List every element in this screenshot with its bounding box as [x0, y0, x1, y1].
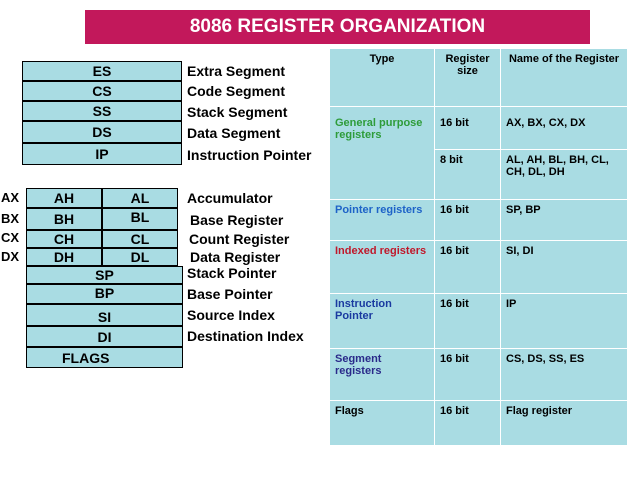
header-type: Type: [330, 49, 435, 107]
type-segment: Segment registers: [330, 349, 435, 401]
register-table: [329, 48, 628, 446]
table-row: [330, 401, 628, 446]
size-instruction: 16 bit: [435, 294, 501, 349]
header-size: Register size: [435, 49, 501, 107]
desc-data-segment: Data Segment: [187, 125, 281, 141]
register-bh: BH: [26, 208, 102, 230]
register-ss: SS: [22, 101, 182, 121]
size-segment: 16 bit: [435, 349, 501, 401]
register-bl: BL: [102, 208, 178, 230]
register-ah: AH: [26, 188, 102, 208]
names-pointer: SP, BP: [501, 200, 628, 241]
table-row: [330, 241, 628, 294]
names-general-8: AL, AH, BL, BH, CL, CH, DL, DH: [501, 150, 628, 200]
desc-source-index: Source Index: [187, 307, 275, 323]
size-general-16: 16 bit: [435, 107, 501, 150]
type-instruction: Instruction Pointer: [330, 294, 435, 349]
desc-destination-index: Destination Index: [187, 328, 304, 344]
size-general-8: 8 bit: [435, 150, 501, 200]
names-instruction: IP: [501, 294, 628, 349]
names-indexed: SI, DI: [501, 241, 628, 294]
register-flags: FLAGS: [26, 347, 183, 368]
side-dx: DX: [1, 249, 20, 264]
names-flags: Flag register: [501, 401, 628, 446]
register-ch: CH: [26, 230, 102, 248]
type-pointer: Pointer registers: [330, 200, 435, 241]
header-name: Name of the Register: [501, 49, 628, 107]
type-flags: Flags: [330, 401, 435, 446]
table-row: [330, 294, 628, 349]
size-indexed: 16 bit: [435, 241, 501, 294]
table-row: [330, 200, 628, 241]
register-es: ES: [22, 61, 182, 81]
register-bp: BP: [26, 284, 183, 304]
register-di: DI: [26, 326, 183, 347]
register-sp: SP: [26, 266, 183, 284]
desc-code-segment: Code Segment: [187, 83, 286, 99]
desc-base-pointer: Base Pointer: [187, 286, 273, 302]
table-row: [330, 349, 628, 401]
register-si: SI: [26, 304, 183, 326]
register-ds: DS: [22, 121, 182, 143]
names-segment: CS, DS, SS, ES: [501, 349, 628, 401]
size-flags: 16 bit: [435, 401, 501, 446]
desc-count-register: Count Register: [189, 231, 290, 247]
desc-extra-segment: Extra Segment: [187, 63, 286, 79]
desc-base-register: Base Register: [190, 212, 284, 228]
page-title: 8086 REGISTER ORGANIZATION: [85, 10, 590, 44]
side-cx: CX: [1, 230, 20, 245]
side-bx: BX: [1, 211, 20, 226]
desc-stack-pointer: Stack Pointer: [187, 265, 277, 281]
register-cl: CL: [102, 230, 178, 248]
register-dl: DL: [102, 248, 178, 266]
size-pointer: 16 bit: [435, 200, 501, 241]
table-header: [330, 49, 628, 107]
type-general: General purpose registers: [330, 107, 435, 200]
type-indexed: Indexed registers: [330, 241, 435, 294]
table-row: [330, 107, 628, 150]
desc-stack-segment: Stack Segment: [187, 104, 288, 120]
desc-accumulator: Accumulator: [187, 190, 273, 206]
register-al: AL: [102, 188, 178, 208]
register-ip: IP: [22, 143, 182, 165]
desc-instruction-pointer: Instruction Pointer: [187, 147, 312, 163]
desc-data-register: Data Register: [190, 249, 281, 265]
register-cs: CS: [22, 81, 182, 101]
register-dh: DH: [26, 248, 102, 266]
names-general-16: AX, BX, CX, DX: [501, 107, 628, 150]
side-ax: AX: [1, 190, 20, 205]
